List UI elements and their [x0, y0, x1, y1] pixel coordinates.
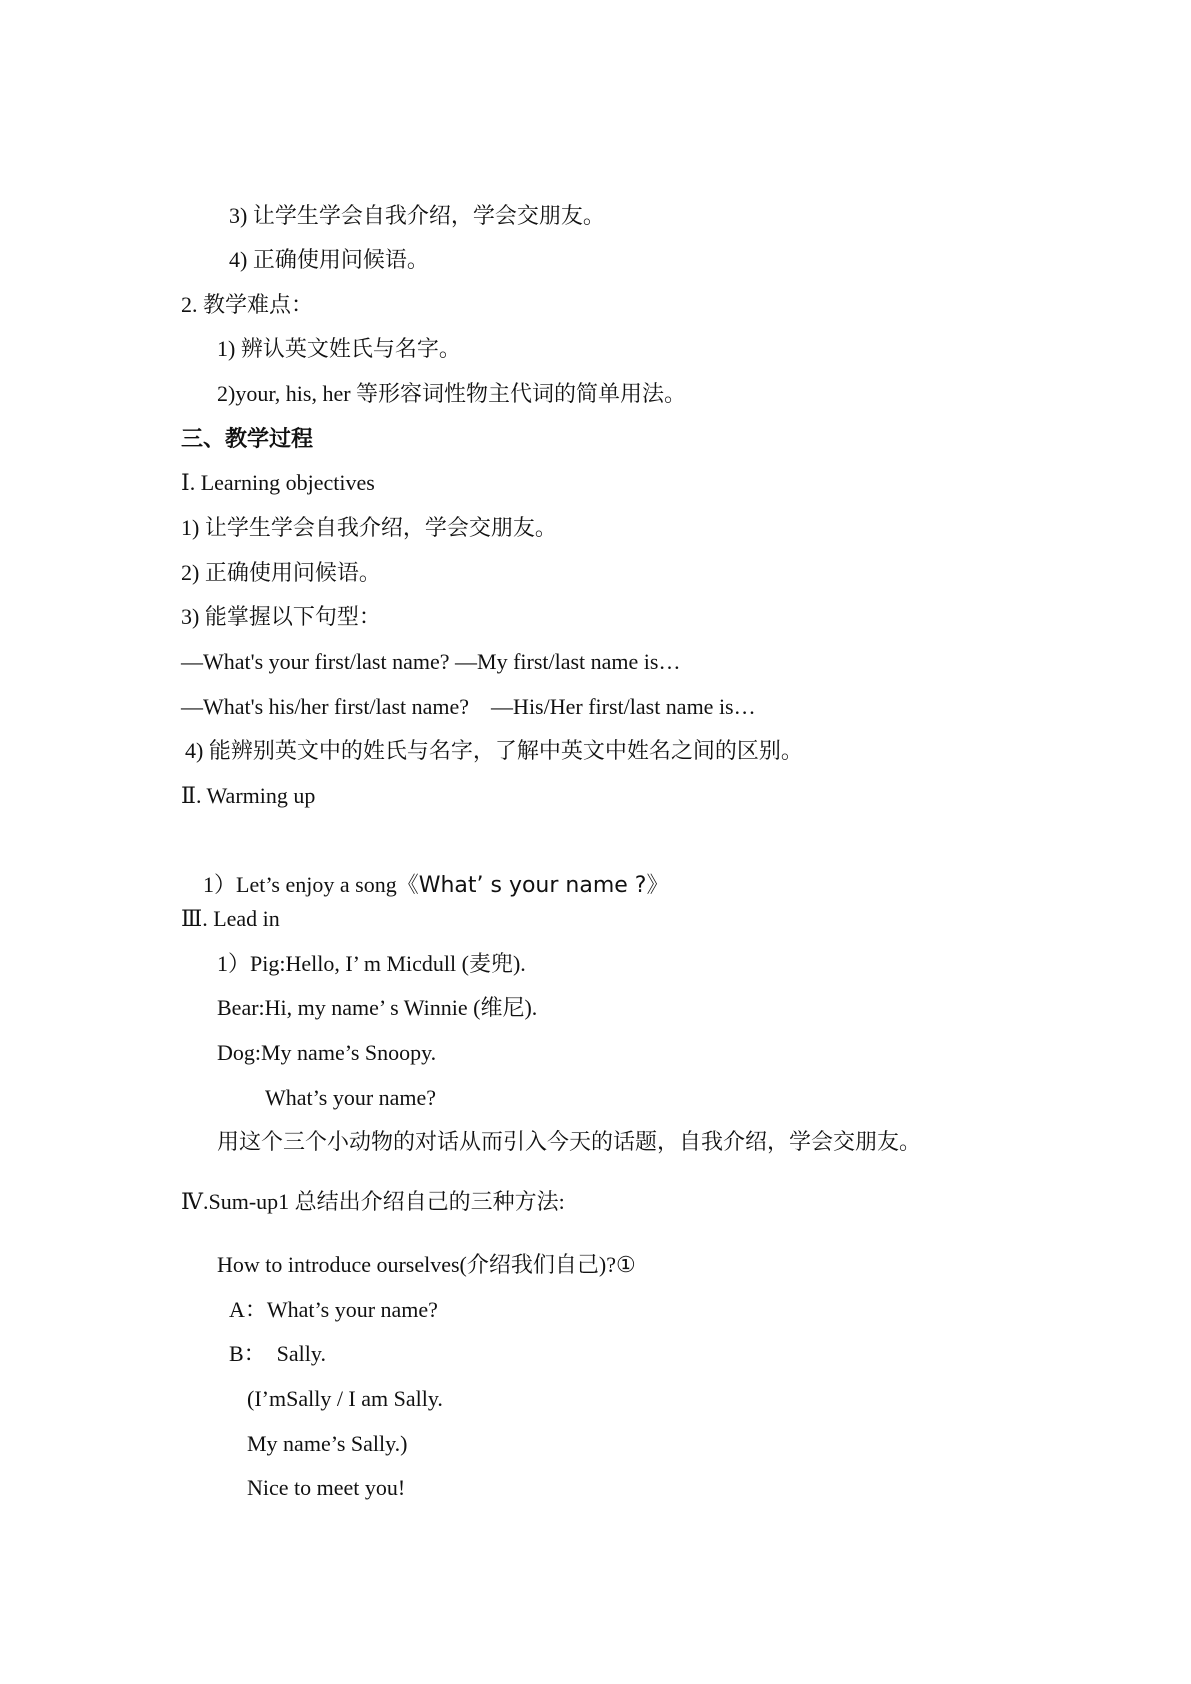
dialogue-line: My name’s Sally.) [247, 1431, 408, 1456]
dialogue-line: (I’mSally / I am Sally. [247, 1386, 443, 1411]
text-line: 用这个三个小动物的对话从而引入今天的话题，自我介绍，学会交朋友。 [217, 1129, 922, 1154]
dialogue-line: B： Sally. [229, 1341, 326, 1366]
subsection-heading: Ⅱ. Warming up [181, 783, 316, 808]
text-line: 3) 能掌握以下句型： [181, 604, 381, 629]
song-intro: 1）Let’s enjoy a song [203, 872, 397, 897]
subsection-heading: Ⅰ. Learning objectives [181, 470, 375, 495]
section-heading: 三、教学过程 [181, 426, 314, 451]
sentence-pattern: —What's your first/last name? —My first/last name is… [181, 649, 681, 674]
text-line: How to introduce ourselves(介绍我们自己)?① [217, 1252, 636, 1277]
text-line: 2) 正确使用问候语。 [181, 560, 381, 585]
subsection-heading: Ⅲ. Lead in [181, 906, 280, 931]
text-line: 1) 让学生学会自我介绍，学会交朋友。 [181, 515, 557, 540]
section-heading: 2. 教学难点： [181, 292, 314, 317]
text-line: 1) 辨认英文姓氏与名字。 [217, 336, 461, 361]
text-line: 4) 正确使用问候语。 [229, 247, 429, 272]
dialogue-line: What’s your name? [265, 1085, 437, 1110]
sentence-pattern: —What's his/her first/last name? —His/Her first/last name is… [181, 694, 756, 719]
text-line: 2)your, his, her 等形容词性物主代词的简单用法。 [217, 381, 687, 406]
dialogue-line: Bear:Hi, my name’ s Winnie (维尼). [217, 995, 538, 1020]
dialogue-line: 1）Pig:Hello, I’ m Micdull (麦兜). [217, 951, 526, 976]
dialogue-line: Nice to meet you! [247, 1475, 406, 1500]
text-line: 4) 能辨别英文中的姓氏与名字，了解中英文中姓名之间的区别。 [185, 738, 803, 763]
dialogue-line: Dog:My name’s Snoopy. [217, 1040, 437, 1065]
song-title: 《What’ s your name ?》 [396, 873, 669, 898]
subsection-heading: Ⅳ.Sum-up1 总结出介绍自己的三种方法: [181, 1189, 565, 1214]
dialogue-line: A：What’s your name? [229, 1297, 438, 1322]
text-line: 3) 让学生学会自我介绍，学会交朋友。 [229, 203, 605, 228]
